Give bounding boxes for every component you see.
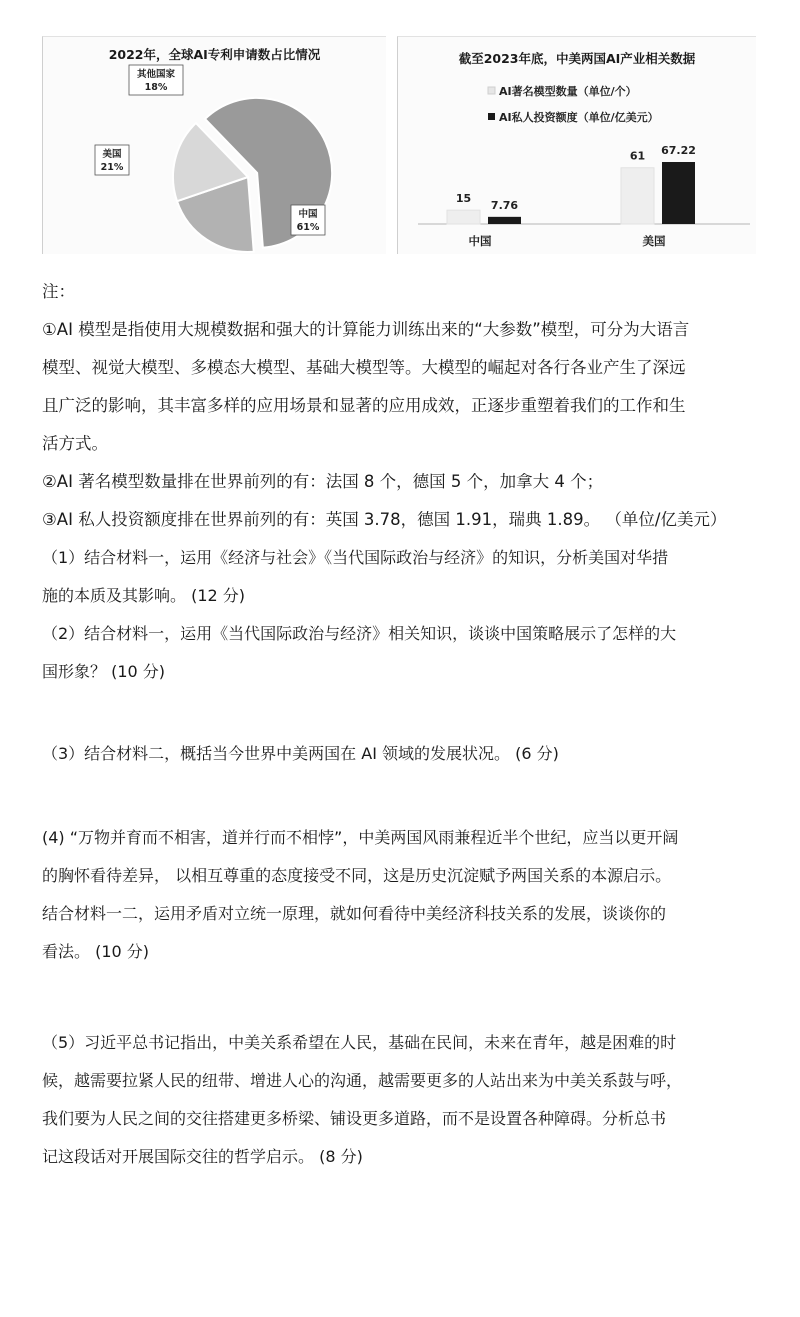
question-5-line-3: 我们要为人民之间的交往搭建更多桥梁、铺设更多道路，而不是设置各种障碍。分析总书	[42, 1109, 667, 1128]
pie-chart-svg	[43, 37, 386, 254]
bar-usa-models	[621, 168, 654, 224]
bar-china-models	[447, 210, 480, 224]
question-4-line-3: 结合材料一二，运用矛盾对立统一原理，就如何看待中美经济科技关系的发展，谈谈你的	[42, 904, 667, 923]
question-4-line-4: 看法。 (10 分)	[42, 942, 150, 961]
svg-text:AI著名模型数量（单位/个）: AI著名模型数量（单位/个）	[499, 85, 637, 98]
svg-text:AI私人投资额度（单位/亿美元）: AI私人投资额度（单位/亿美元）	[499, 111, 659, 124]
svg-text:中国: 中国	[298, 209, 318, 220]
svg-text:18%: 18%	[144, 82, 168, 93]
question-5-line-1: （5）习近平总书记指出，中美关系希望在人民，基础在民间，未来在青年，越是困难的时	[42, 1033, 677, 1052]
note-2: ②AI 著名模型数量排在世界前列的有：法国 8 个，德国 5 个，加拿大 4 个；	[42, 472, 604, 491]
svg-text:美国: 美国	[102, 149, 122, 160]
bar-category-label-china: 中国	[468, 234, 492, 248]
bar-category-label-usa: 美国	[642, 234, 666, 248]
bar-value-label: 61	[629, 149, 646, 163]
bar-value-label: 7.76	[490, 198, 519, 212]
bar-chart-title: 截至2023年底，中美两国AI产业相关数据	[458, 51, 696, 66]
bar-chart-svg	[398, 37, 756, 254]
question-4-line-2: 的胸怀看待差异， 以相互尊重的态度接受不同，这是历史沉淀赋予两国关系的本源启示。	[42, 866, 672, 885]
question-2-line-2: 国形象？ (10 分)	[42, 662, 166, 681]
svg-text:其他国家: 其他国家	[136, 69, 176, 80]
note-3: ③AI 私人投资额度排在世界前列的有：英国 3.78，德国 1.91，瑞典 1.89。 （单位/亿美元）	[42, 510, 727, 529]
pie-label-usa	[95, 145, 129, 175]
note-1-line-1: ①AI 模型是指使用大规模数据和强大的计算能力训练出来的“大参数”模型，可分为大语言	[42, 320, 690, 339]
question-1-line-2: 施的本质及其影响。 (12 分)	[42, 586, 246, 605]
bar-value-label: 15	[455, 192, 472, 206]
bar-value-label: 67.22	[661, 144, 696, 157]
note-1-line-2: 模型、视觉大模型、多模态大模型、基础大模型等。大模型的崛起对各行各业产生了深远	[42, 358, 686, 377]
bar-legend-item-1	[488, 84, 637, 98]
bar-legend-item-2	[488, 110, 659, 124]
question-5-line-4: 记这段话对开展国际交往的哲学启示。 (8 分)	[42, 1147, 363, 1166]
svg-text:61%: 61%	[296, 222, 320, 233]
pie-chart-panel	[42, 36, 386, 254]
bar-chart-panel	[397, 36, 756, 254]
pie-chart-title: 2022年，全球AI专利申请数占比情况	[108, 47, 321, 62]
note-1-line-4: 活方式。	[42, 434, 108, 453]
question-5-line-2: 候，越需要拉紧人民的纽带、增进人心的沟通，越需要更多的人站出来为中美关系鼓与呼，	[42, 1071, 683, 1090]
svg-text:21%: 21%	[100, 162, 124, 173]
question-2-line-1: （2）结合材料一，运用《当代国际政治与经济》相关知识，谈谈中国策略展示了怎样的大	[42, 624, 677, 643]
question-1-line-1: （1）结合材料一，运用《经济与社会》《当代国际政治与经济》的知识，分析美国对华措	[42, 548, 669, 567]
pie-label-other	[129, 65, 183, 95]
note-label: 注：	[42, 282, 75, 301]
note-1-line-3: 且广泛的影响，其丰富多样的应用场景和显著的应用成效，正逐步重塑着我们的工作和生	[42, 396, 686, 415]
bar-china-investment	[488, 217, 521, 224]
question-4-line-1: (4) “万物并育而不相害，道并行而不相悖”，中美两国风雨兼程近半个世纪，应当以更开阔	[42, 828, 679, 847]
bar-usa-investment	[662, 162, 695, 224]
question-3: （3）结合材料二，概括当今世界中美两国在 AI 领域的发展状况。 (6 分)	[42, 744, 559, 763]
pie-label-china	[291, 205, 325, 235]
